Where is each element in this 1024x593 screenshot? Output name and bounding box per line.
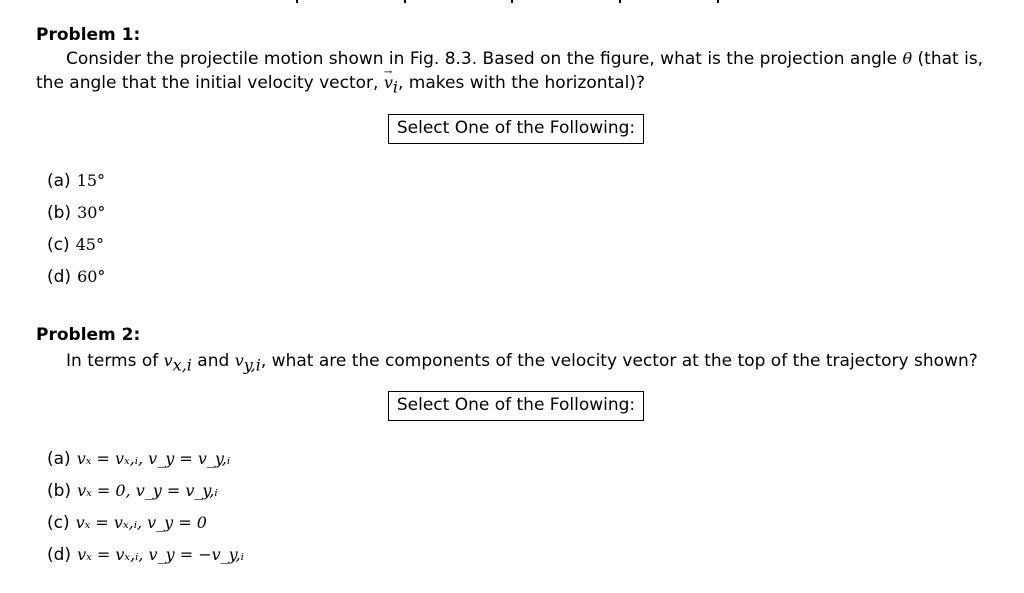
answer-option-d[interactable]: (d) vₓ = vₓ,ᵢ, v_y = −v_y,ᵢ — [47, 545, 244, 565]
top-cropped-text — [0, 0, 1024, 4]
answer-option-c[interactable]: (c) 45° — [47, 235, 104, 255]
select-one-box[interactable]: Select One of the Following: — [388, 114, 644, 144]
problem-title: Problem 1: — [36, 25, 141, 45]
problem-question: Consider the projectile motion shown in Fig. 8.3. Based on the figure, what is the projection angle θ (that is, the angle that the initial velocity vector, → $v_i$, makes with the horizontal)? — [36, 47, 998, 95]
answer-option-a[interactable]: (a) 15° — [47, 171, 106, 191]
select-one-box[interactable]: Select One of the Following: — [388, 391, 644, 421]
velocity-vector-symbol: → v — [384, 71, 393, 94]
answer-option-c[interactable]: (c) vₓ = vₓ,ᵢ, v_y = 0 — [47, 513, 207, 533]
theta-symbol: θ — [902, 49, 913, 68]
answer-option-b[interactable]: (b) vₓ = 0, v_y = v_y,ᵢ — [47, 481, 218, 501]
problem-title: Problem 2: — [36, 325, 141, 345]
answer-options — [47, 446, 244, 567]
problem-question: In terms of $v_{x,i}$ and $v_{y,i}$, what are the components of the velocity vector at the top of the trajectory shown? — [66, 351, 978, 375]
answer-option-d[interactable]: (d) 60° — [47, 267, 106, 287]
answer-option-a[interactable]: (a) vₓ = vₓ,ᵢ, v_y = v_y,ᵢ — [47, 449, 231, 469]
answer-option-b[interactable]: (b) 30° — [47, 203, 106, 223]
answer-options — [47, 168, 105, 289]
